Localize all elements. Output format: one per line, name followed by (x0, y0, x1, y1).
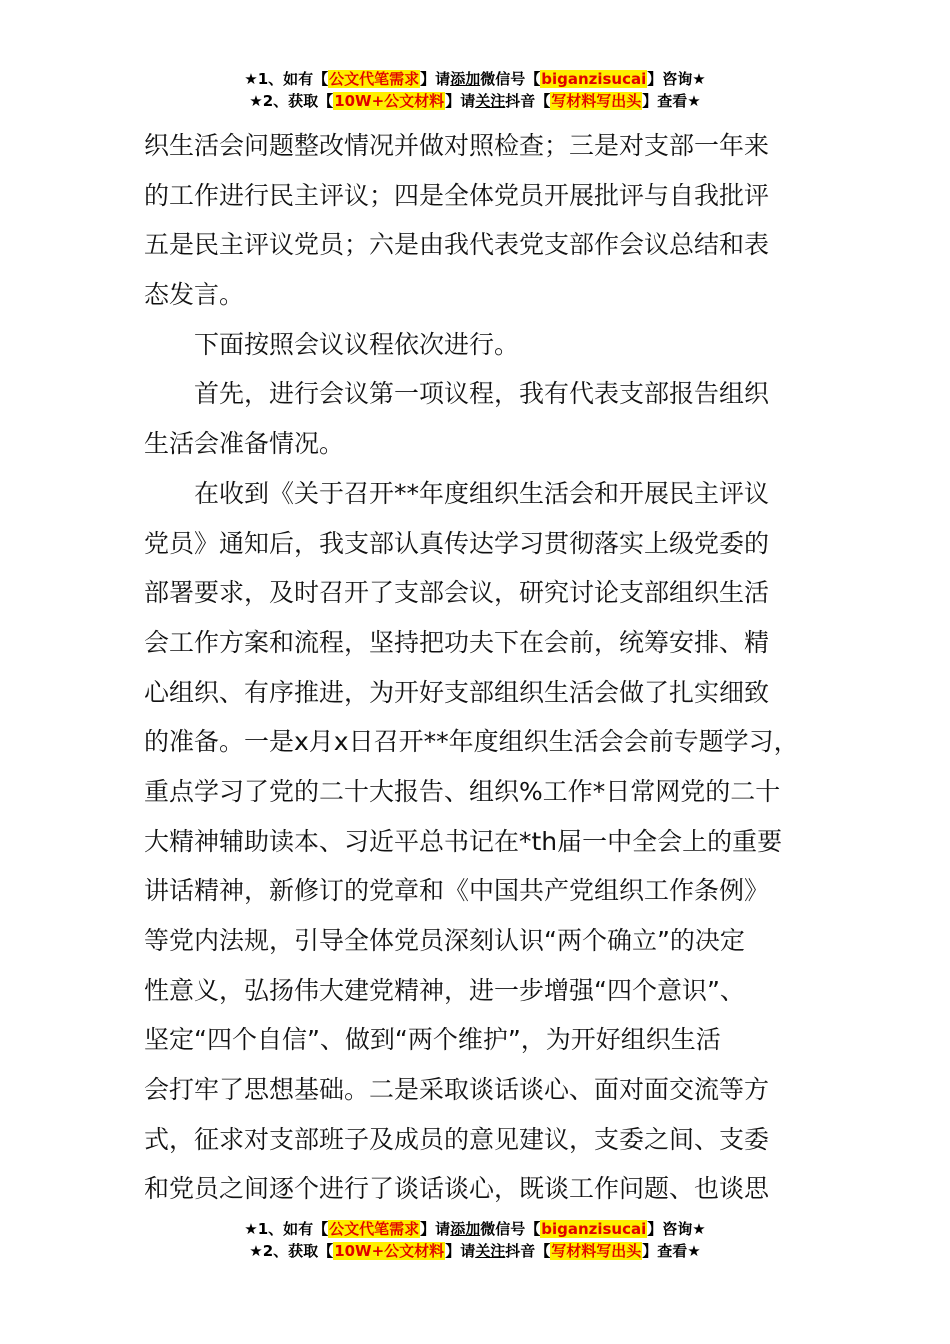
text-line: 讲话精神，新修订的党章和《中国共产党组织工作条例》 (144, 876, 770, 906)
text-line: 部署要求，及时召开了支部会议，研究讨论支部组织生活 (144, 578, 770, 608)
text-line: 在收到《关于召开**年度组织生活会和开展民主评议 (194, 478, 770, 508)
promo-line-1 (0, 68, 950, 90)
document-body (144, 121, 812, 1214)
text-line: 党员》通知后，我支部认真传达学习贯彻落实上级党委的 (144, 528, 770, 558)
promo-highlight: 写材料写出头 (551, 1242, 642, 1260)
promo-text: 】请 (420, 70, 451, 88)
promo-text: 微信号【 (480, 70, 541, 88)
footer-promo (0, 1218, 950, 1262)
text-line: 会工作方案和流程，坚持把功夫下在会前，统筹安排、精 (144, 627, 770, 657)
promo-text: 】查看★ (642, 92, 701, 110)
promo-line-1 (0, 1218, 950, 1240)
promo-text: 】查看★ (642, 1242, 701, 1260)
text-line: 和党员之间逐个进行了谈话谈心，既谈工作问题、也谈思 (144, 1174, 770, 1204)
text-line: 生活会准备情况。 (144, 429, 345, 459)
text-line: 等党内法规，引导全体党员深刻认识“两个确立”的决定 (144, 926, 745, 955)
promo-line-2 (0, 90, 950, 112)
promo-text: 抖音【 (505, 92, 551, 110)
text-line: 织生活会问题整改情况并做对照检查；三是对支部一年来 (144, 131, 770, 160)
promo-text: 】咨询★ (647, 70, 706, 88)
text-line: 大精神辅助读本、习近平总书记在*th届一中全会上的重要 (144, 826, 783, 856)
text-line: 坚定“四个自信”、做到“两个维护”，为开好组织生活 (144, 1025, 721, 1055)
text-line: 五是民主评议党员；六是由我代表党支部作会议总结和表 (144, 230, 770, 260)
promo-text: 微信号【 (480, 1220, 541, 1238)
promo-line-2 (0, 1240, 950, 1262)
promo-highlight: 公文代笔需求 (329, 1220, 420, 1238)
text-line: 首先，进行会议第一项议程，我有代表支部报告组织 (194, 379, 770, 409)
promo-text: ★1、如有【 (244, 1220, 329, 1238)
promo-text: 】请 (420, 1220, 451, 1238)
promo-text: ★2、获取【 (249, 1242, 334, 1260)
promo-text: 】请 (445, 92, 476, 110)
promo-text: 】请 (445, 1242, 476, 1260)
promo-underline: 添加 (450, 1220, 481, 1238)
promo-highlight: 公文代笔需求 (329, 70, 420, 88)
text-line: 的工作进行民主评议；四是全体党员开展批评与自我批评 (144, 180, 770, 210)
promo-highlight: 10W+公文材料 (334, 92, 445, 110)
text-line: 下面按照会议议程依次进行。 (194, 329, 520, 359)
text-line: 心组织、有序推进，为开好支部组织生活会做了扎实细致 (144, 677, 770, 707)
promo-text: 】咨询★ (647, 1220, 706, 1238)
promo-text: ★2、获取【 (249, 92, 334, 110)
promo-highlight: 写材料写出头 (551, 92, 642, 110)
promo-underline: 关注 (475, 92, 506, 110)
text-line: 式，征求对支部班子及成员的意见建议，支委之间、支委 (144, 1124, 770, 1154)
promo-text: ★1、如有【 (244, 70, 329, 88)
promo-highlight: 10W+公文材料 (334, 1242, 445, 1260)
promo-underline: 关注 (475, 1242, 506, 1260)
promo-text: 抖音【 (505, 1242, 551, 1260)
header-promo (0, 68, 950, 112)
text-line: 的准备。一是x月x日召开**年度组织生活会会前专题学习， (144, 727, 799, 757)
text-line: 态发言。 (144, 280, 245, 310)
text-line: 重点学习了党的二十大报告、组织%工作*日常网党的二十 (144, 776, 781, 806)
promo-underline: 添加 (450, 70, 481, 88)
promo-highlight: biganzisucai (541, 1220, 647, 1238)
text-line: 会打牢了思想基础。二是采取谈话谈心、面对面交流等方 (144, 1075, 770, 1105)
promo-highlight: biganzisucai (541, 70, 647, 88)
text-line: 性意义，弘扬伟大建党精神，进一步增强“四个意识”、 (144, 975, 745, 1005)
